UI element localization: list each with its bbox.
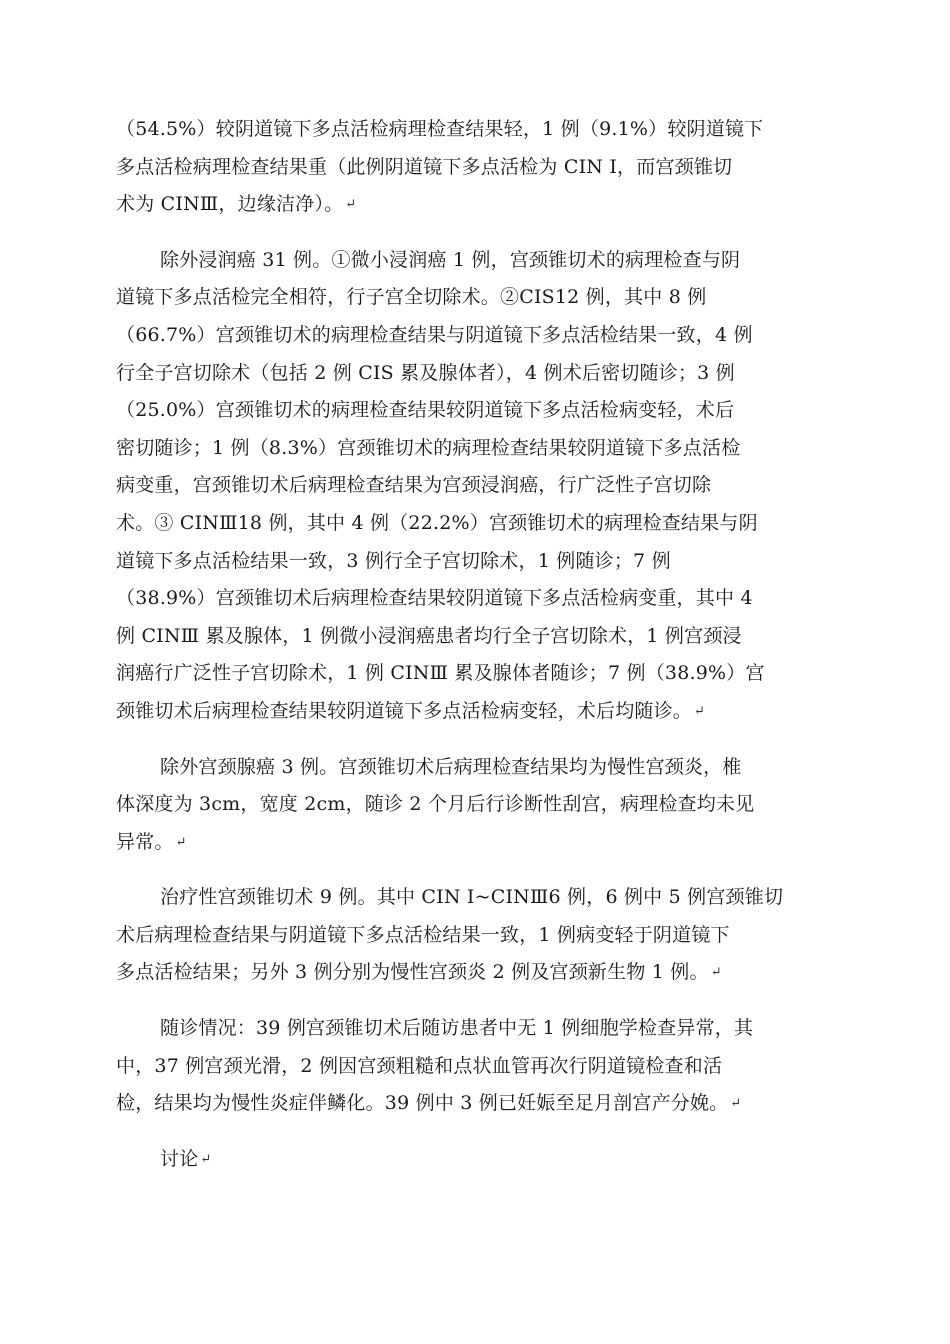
text-line xyxy=(116,186,836,224)
text-line xyxy=(116,954,836,992)
text-line: （25.0%）宫颈锥切术的病理检查结果较阴道镜下多点活检病变轻，术后 xyxy=(116,399,735,422)
text-line: 例 CINⅢ 累及腺体，1 例微小浸润癌患者均行全子宫切除术，1 例宫颈浸 xyxy=(116,624,742,647)
text-line: （54.5%）较阴道镜下多点活检病理检查结果轻，1 例（9.1%）较阴道镜下 xyxy=(116,118,764,140)
text-line: 病变重，宫颈锥切术后病理检查结果为宫颈浸润癌，行广泛性子宫切除 xyxy=(116,474,712,497)
paragraph-mark-icon: ↵ xyxy=(345,197,357,213)
paragraph-4 xyxy=(116,879,836,992)
text-line: 道镜下多点活检完全相符，行子宫全切除术。②CIS12 例，其中 8 例 xyxy=(116,286,707,309)
text-line: 密切随诊；1 例（8.3%）宫颈锥切术的病理检查结果较阴道镜下多点活检 xyxy=(116,436,741,459)
paragraph-mark-icon: ↵ xyxy=(200,1151,212,1167)
text-line: 术。③ CINⅢ18 例，其中 4 例（22.2%）宫颈锥切术的病理检查结果与阴 xyxy=(116,511,758,534)
text-line: 治疗性宫颈锥切术 9 例。其中 CIN Ⅰ~CINⅢ6 例，6 例中 5 例宫颈锥切 xyxy=(160,886,784,909)
text-line: 除外宫颈腺癌 3 例。宫颈锥切术后病理检查结果均为慢性宫颈炎，椎 xyxy=(160,755,742,778)
text-line xyxy=(116,824,836,862)
text-line: 术后病理检查结果与阴道镜下多点活检结果一致，1 例病变轻于阴道镜下 xyxy=(116,923,730,946)
text-line-content: 异常。 xyxy=(116,830,174,853)
paragraph-5 xyxy=(116,1010,836,1123)
paragraph-3 xyxy=(116,749,836,862)
text-line-content: 讨论 xyxy=(160,1147,199,1170)
text-line-content: 术为 CINⅢ，边缘洁净）。 xyxy=(116,193,344,216)
text-line: 中，37 例宫颈光滑，2 例因宫颈粗糙和点状血管再次行阴道镜检查和活 xyxy=(116,1054,723,1077)
paragraph-1 xyxy=(116,111,836,224)
section-heading-discussion xyxy=(116,1141,836,1179)
text-line xyxy=(116,1141,836,1179)
paragraph-2 xyxy=(116,242,836,731)
text-line: 体深度为 3cm，宽度 2cm，随诊 2 个月后行诊断性刮宫，病理检查均未见 xyxy=(116,793,755,816)
text-line-content: 多点活检结果；另外 3 例分别为慢性宫颈炎 2 例及宫颈新生物 1 例。 xyxy=(116,961,709,984)
text-line: 行全子宫切除术（包括 2 例 CIS 累及腺体者），4 例术后密切随诊；3 例 xyxy=(116,361,735,384)
paragraph-mark-icon: ↵ xyxy=(730,1096,742,1112)
text-line: （38.9%）宫颈锥切术后病理检查结果较阴道镜下多点活检病变重，其中 4 xyxy=(116,587,753,610)
paragraph-mark-icon: ↵ xyxy=(175,834,187,850)
paragraph-mark-icon: ↵ xyxy=(710,965,722,981)
text-line-content: 颈锥切术后病理检查结果较阴道镜下多点活检病变轻，术后均随诊。 xyxy=(116,699,693,722)
text-line: 随诊情况：39 例宫颈锥切术后随访患者中无 1 例细胞学检查异常，其 xyxy=(160,1017,754,1040)
text-line: 除外浸润癌 31 例。①微小浸润癌 1 例，宫颈锥切术的病理检查与阴 xyxy=(160,248,741,271)
text-line: 道镜下多点活检结果一致，3 例行全子宫切除术，1 例随诊；7 例 xyxy=(116,549,671,572)
paragraph-mark-icon: ↵ xyxy=(694,703,706,719)
text-line: 润癌行广泛性子宫切除术，1 例 CINⅢ 累及腺体者随诊；7 例（38.9%）宫 xyxy=(116,662,765,685)
text-line xyxy=(116,1085,836,1123)
text-line-content: 检，结果均为慢性炎症伴鳞化。39 例中 3 例已妊娠至足月剖宫产分娩。 xyxy=(116,1092,729,1115)
text-line: 多点活检病理检查结果重（此例阴道镜下多点活检为 CIN Ⅰ，而宫颈锥切 xyxy=(116,155,733,178)
text-line: （66.7%）宫颈锥切术的病理检查结果与阴道镜下多点活检结果一致，4 例 xyxy=(116,323,753,346)
document-page xyxy=(116,111,836,1178)
text-line xyxy=(116,693,836,731)
